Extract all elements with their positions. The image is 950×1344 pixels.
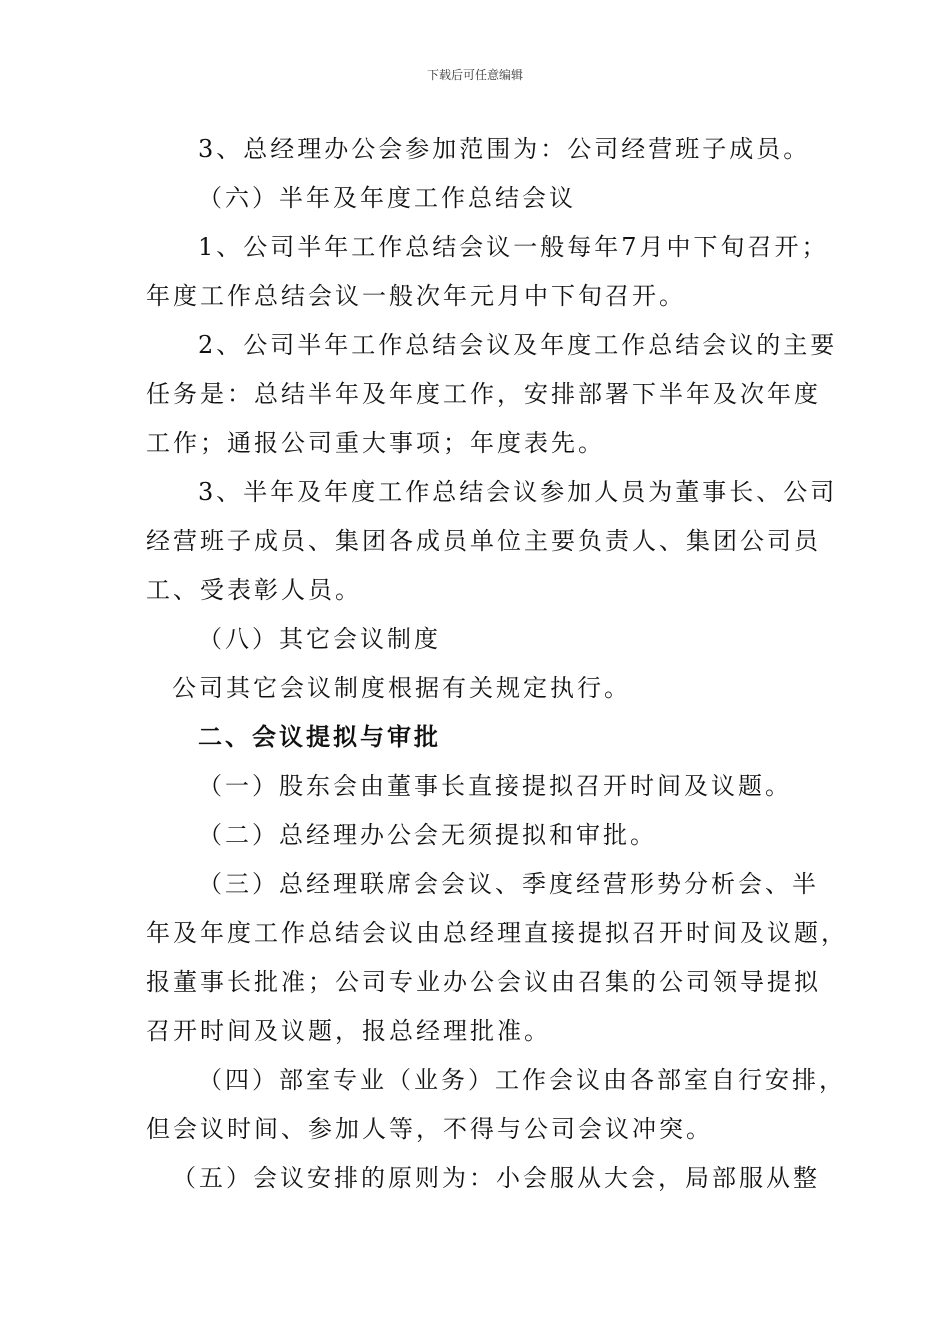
paragraph-line: 1、公司半年工作总结会议一般每年7月中下旬召开； [198,233,829,261]
section-heading: （六）半年及年度工作总结会议 [198,184,576,212]
paragraph-line: 年度工作总结会议一般次年元月中下旬召开。 [146,282,686,310]
paragraph-line: 公司其它会议制度根据有关规定执行。 [172,674,631,702]
paragraph-line: （五）会议安排的原则为：小会服从大会，局部服从整 [172,1164,820,1192]
paragraph-line: （二）总经理办公会无须提拟和审批。 [198,821,657,849]
paragraph-line: 2、公司半年工作总结会议及年度工作总结会议的主要 [198,331,838,359]
paragraph-line: 工、受表彰人员。 [146,576,362,604]
paragraph-line: 3、半年及年度工作总结会议参加人员为董事长、公司 [198,478,838,506]
chapter-heading: 二、会议提拟与审批 [198,723,441,751]
paragraph-line: （三）总经理联席会会议、季度经营形势分析会、半 [198,870,819,898]
section-heading: （八）其它会议制度 [198,625,441,653]
paragraph-line: （四）部室专业（业务）工作会议由各部室自行安排， [198,1066,846,1094]
paragraph-line: 工作；通报公司重大事项；年度表先。 [146,429,605,457]
paragraph-line: 报董事长批准；公司专业办公会议由召集的公司领导提拟 [146,968,821,996]
page-header: 下载后可任意编辑 [426,68,523,82]
paragraph-line: 但会议时间、参加人等，不得与公司会议冲突。 [146,1115,713,1143]
document-body [146,125,848,1203]
paragraph-line: 任务是：总结半年及年度工作，安排部署下半年及次年度 [146,380,821,408]
paragraph-line: 召开时间及议题，报总经理批准。 [146,1017,551,1045]
paragraph-line: 年及年度工作总结会议由总经理直接提拟召开时间及议题， [146,919,848,947]
paragraph-line: （一）股东会由董事长直接提拟召开时间及议题。 [198,772,792,800]
paragraph-line: 3、总经理办公会参加范围为：公司经营班子成员。 [198,135,811,163]
paragraph-line: 经营班子成员、集团各成员单位主要负责人、集团公司员 [146,527,821,555]
